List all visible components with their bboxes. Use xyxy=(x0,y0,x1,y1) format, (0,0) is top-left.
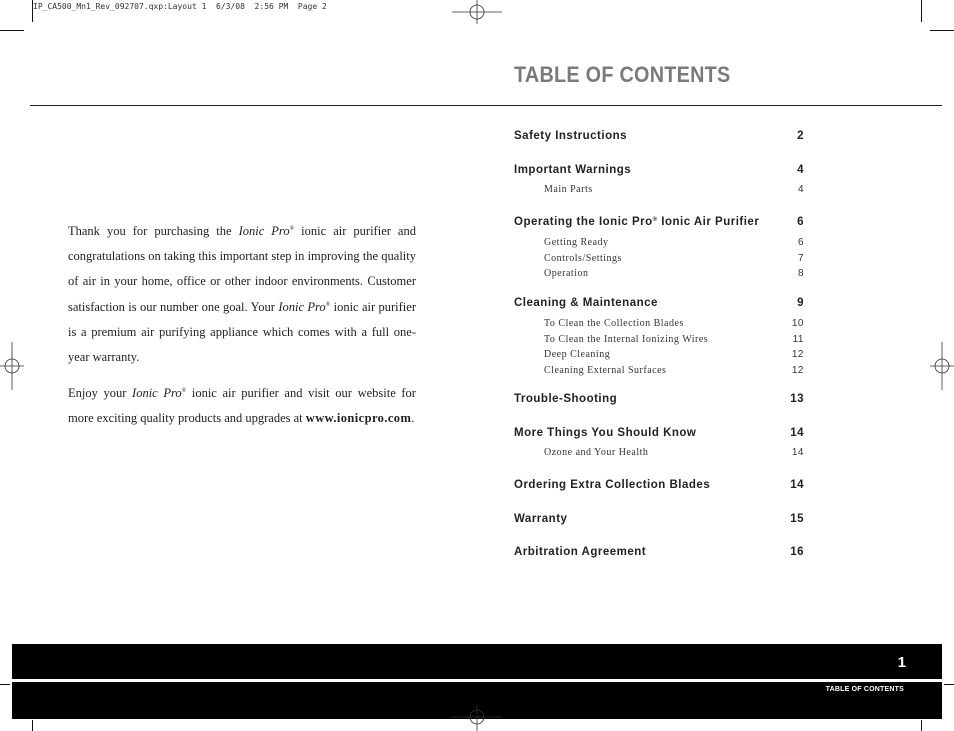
toc-entry[interactable] xyxy=(514,296,804,310)
crop-mark xyxy=(0,30,24,31)
print-slug-line: IP_CA500_Mn1_Rev_092707.qxp:Layout 1 6/3/08 2:56 PM Page 2 xyxy=(33,2,327,11)
toc-subentry[interactable] xyxy=(514,445,804,459)
crop-mark xyxy=(32,720,33,731)
toc-subentry[interactable] xyxy=(514,316,804,330)
toc-entry-label: Trouble-Shooting xyxy=(514,393,618,405)
toc-page-number: 15 xyxy=(790,513,804,525)
toc-entry[interactable] xyxy=(514,215,804,229)
toc-page-number: 6 xyxy=(797,216,804,228)
intro-paragraph-1: Thank you for purchasing the Ionic Pro® ionic air purifier and congratulations on taking this important step in improving the quality of air in your home, office or other indoor environments. Customer satisfaction is our number one goal. Your Ionic Pro® ionic air purifier is a premium air purifying appliance which comes with a full one-year warranty. xyxy=(68,224,416,364)
toc-entry[interactable] xyxy=(514,392,804,406)
registration-mark-icon xyxy=(452,705,502,731)
registration-mark-icon xyxy=(452,0,502,26)
toc-page-number: 4 xyxy=(797,183,804,195)
toc-subentry[interactable] xyxy=(514,266,804,280)
toc-page-number: 13 xyxy=(790,393,804,405)
footer-divider xyxy=(12,679,942,682)
toc-entry-label: Getting Ready xyxy=(544,236,609,248)
footer-section-label: TABLE OF CONTENTS xyxy=(825,686,904,693)
toc-page-number: 9 xyxy=(797,297,804,309)
toc-page-number: 10 xyxy=(791,317,804,329)
toc-entry-label: Ordering Extra Collection Blades xyxy=(514,479,711,491)
toc-entry-label: More Things You Should Know xyxy=(514,427,697,439)
crop-mark xyxy=(930,30,954,31)
toc-entry[interactable] xyxy=(514,478,804,492)
toc-entry-label: To Clean the Internal Ionizing Wires xyxy=(544,333,709,345)
crop-mark xyxy=(921,720,922,731)
toc-subentry[interactable] xyxy=(514,182,804,196)
toc-entry-label: Deep Cleaning xyxy=(544,348,611,360)
header-rule xyxy=(30,105,942,106)
toc-page-number: 14 xyxy=(791,446,804,458)
brand-name: Ionic Pro xyxy=(132,385,182,400)
toc-page-number: 12 xyxy=(791,348,804,360)
toc-page-number: 11 xyxy=(792,333,804,345)
toc-page-number: 16 xyxy=(790,546,804,558)
toc-entry-label: Important Warnings xyxy=(514,164,632,176)
crop-mark xyxy=(944,684,954,685)
toc-page-number: 12 xyxy=(791,364,804,376)
toc-entry-label: To Clean the Collection Blades xyxy=(544,317,684,329)
toc-entry[interactable] xyxy=(514,512,804,526)
toc-entry-label: Operating the Ionic Pro® Ionic Air Purifier xyxy=(514,216,760,228)
toc-entry-label: Operation xyxy=(544,267,589,279)
toc-subentry[interactable] xyxy=(514,251,804,265)
toc-entry[interactable] xyxy=(514,545,804,559)
toc-entry-label: Safety Instructions xyxy=(514,130,628,142)
toc-subentry[interactable] xyxy=(514,235,804,249)
crop-mark xyxy=(32,0,33,22)
brand-name: Ionic Pro xyxy=(278,300,326,315)
toc-entry-label: Cleaning External Surfaces xyxy=(544,364,667,376)
toc-entry-label: Ozone and Your Health xyxy=(544,446,649,458)
toc-page-number: 7 xyxy=(797,252,804,264)
intro-paragraph-2: Enjoy your Ionic Pro® ionic air purifier and visit our website for more exciting quality products and upgrades at www.ionicpro.com. xyxy=(68,385,416,425)
toc-entry-label: Arbitration Agreement xyxy=(514,546,647,558)
toc-entry-label: Warranty xyxy=(514,513,568,525)
toc-page-number: 4 xyxy=(797,164,804,176)
toc-entry-label: Controls/Settings xyxy=(544,252,622,264)
toc-entry-label: Main Parts xyxy=(544,183,593,195)
toc-subentry[interactable] xyxy=(514,332,804,346)
crop-mark xyxy=(921,0,922,22)
toc-entry[interactable] xyxy=(514,129,804,143)
toc-subentry[interactable] xyxy=(514,363,804,377)
toc-entry[interactable] xyxy=(514,426,804,440)
intro-text xyxy=(68,217,416,439)
page-title: TABLE OF CONTENTS xyxy=(514,62,731,87)
toc-page-number: 14 xyxy=(790,427,804,439)
registration-mark-icon xyxy=(930,342,954,390)
page-number: 1 xyxy=(897,654,906,671)
website-link[interactable]: www.ionicpro.com xyxy=(305,410,412,425)
toc-entry[interactable] xyxy=(514,163,804,177)
registration-mark-icon xyxy=(0,342,24,390)
toc-page-number: 2 xyxy=(797,130,804,142)
toc-page-number: 8 xyxy=(797,267,804,279)
brand-name: Ionic Pro xyxy=(238,224,290,238)
toc-entry-label: Cleaning & Maintenance xyxy=(514,297,658,309)
toc-page-number: 14 xyxy=(790,479,804,491)
toc-subentry[interactable] xyxy=(514,347,804,361)
toc-page-number: 6 xyxy=(797,236,804,248)
crop-mark xyxy=(0,684,10,685)
